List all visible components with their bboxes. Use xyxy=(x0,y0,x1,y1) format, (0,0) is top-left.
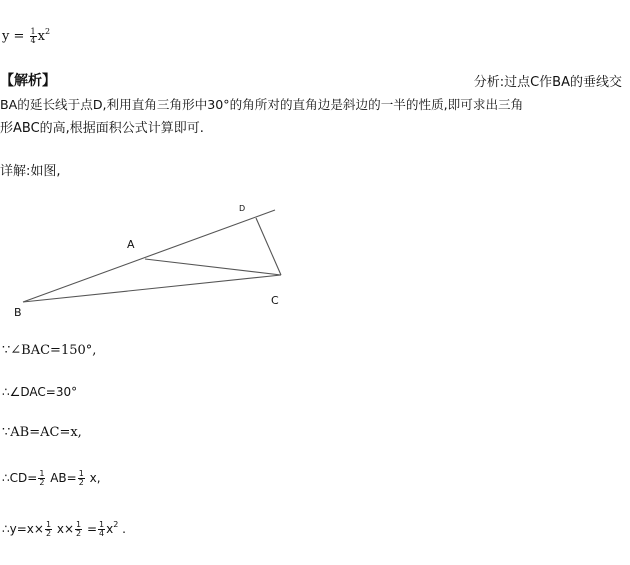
answer-fraction: $\frac{1}{4}$ xyxy=(30,27,36,45)
triangle-figure xyxy=(10,200,310,330)
fraction: $\frac{1}{2}$ xyxy=(45,520,52,538)
step-1: ∵∠BAC=150°, xyxy=(2,343,97,358)
line-cd xyxy=(256,218,281,275)
step-4: ∴CD= $\frac{1}{2}$ AB= $\frac{1}{2}$ x, xyxy=(2,469,101,487)
answer-formula xyxy=(2,28,50,45)
analysis-line-1: 分析:过点C作BA的垂线交 xyxy=(473,75,622,90)
fraction: $\frac{1}{2}$ xyxy=(78,469,84,487)
answer-lhs: y = xyxy=(2,29,29,44)
answer-var: x xyxy=(37,29,45,44)
line-bc xyxy=(23,275,281,302)
step-5: ∴y=x× $\frac{1}{2}$ x× $\frac{1}{2}$ = $\frac{1}{4}$ $x^2$ . xyxy=(2,520,126,538)
line-bd xyxy=(23,210,275,302)
analysis-line-2: BA的延长线于点D,利用直角三角形中30°的角所对的直角边是斜边的一半的性质,即可求出三角 xyxy=(0,97,524,112)
analysis-line-3: 形ABC的高,根据面积公式计算即可. xyxy=(0,121,204,136)
line-ac xyxy=(145,259,281,275)
fraction: $\frac{1}{2}$ xyxy=(76,520,82,538)
label-a: A xyxy=(127,238,135,251)
step-3: ∵AB=AC=x, xyxy=(2,425,82,440)
answer-exponent: 2 xyxy=(44,27,51,36)
fraction: $\frac{1}{2}$ xyxy=(39,469,45,487)
fraction: $\frac{1}{4}$ xyxy=(99,520,105,538)
label-c: C xyxy=(271,294,279,307)
step-2: ∴∠DAC=30° xyxy=(2,385,78,399)
label-d: D xyxy=(239,204,246,213)
analysis-heading: 【解析】 xyxy=(0,73,56,89)
detail-heading: 详解:如图, xyxy=(0,164,61,179)
label-b: B xyxy=(14,306,22,319)
